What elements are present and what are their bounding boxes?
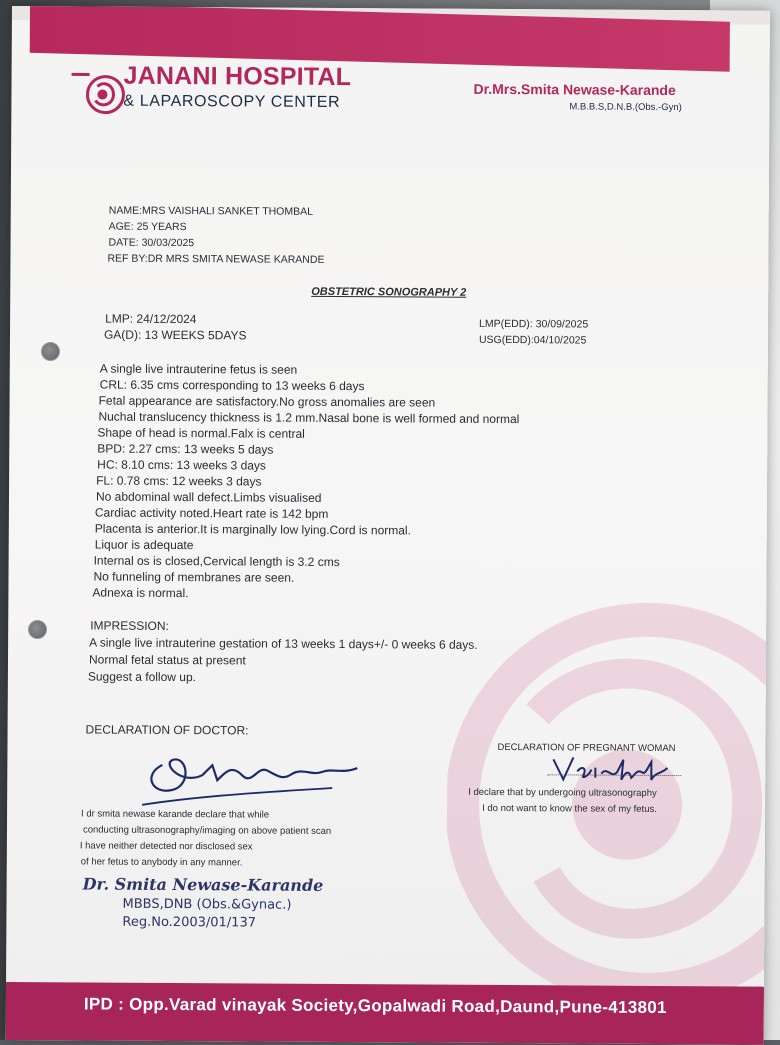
hospital-subtitle: & LAPAROSCOPY CENTER <box>123 92 341 112</box>
footer-address: IPD : Opp.Varad vinayak Society,Gopalwadi Road,Daund,Pune-413801 <box>83 994 667 1018</box>
doctor-declaration-line: of her fetus to anybody in any manner. <box>80 856 243 869</box>
hospital-name: JANANI HOSPITAL <box>123 61 352 92</box>
punch-hole <box>41 342 60 361</box>
finding-line: FL: 0.78 cms: 12 weeks 3 days <box>96 473 262 489</box>
finding-line: HC: 8.10 cms: 13 weeks 3 days <box>97 457 266 473</box>
woman-declaration-line: I declare that by undergoing ultrasonography <box>468 786 657 799</box>
doctor-declaration-heading: DECLARATION OF DOCTOR: <box>85 722 249 738</box>
usg-edd: USG(EDD):04/10/2025 <box>478 333 587 347</box>
gestational-age: GA(D): 13 WEEKS 5DAYS <box>103 327 247 343</box>
impression-heading: IMPRESSION: <box>90 618 169 633</box>
referred-by: REF BY:DR MRS SMITA NEWASE KARANDE <box>107 252 325 266</box>
doctor-declaration-line: conducting ultrasonography/imaging on above patient scan <box>82 824 332 837</box>
hospital-logo-icon <box>69 64 131 120</box>
doctor-declaration-line: I dr smita newase karande declare that while <box>81 808 270 821</box>
finding-line: Nuchal translucency thickness is 1.2 mm.Nasal bone is well formed and normal <box>98 409 520 427</box>
finding-line: Shape of head is normal.Falx is central <box>97 425 305 441</box>
impression-line: Suggest a follow up. <box>87 669 197 685</box>
doctor-signature <box>132 745 372 816</box>
finding-line: Liquor is adequate <box>94 537 194 553</box>
finding-line: Internal os is closed,Cervical length is 3.2 cms <box>93 553 340 570</box>
punch-hole <box>28 620 47 639</box>
finding-line: No abdominal wall defect.Limbs visualised <box>95 489 322 505</box>
lmp-edd: LMP(EDD): 30/09/2025 <box>479 317 589 331</box>
stamp-doctor-name: Dr. Smita Newase-Karande <box>82 874 324 895</box>
lmp-date: LMP: 24/12/2024 <box>105 311 197 327</box>
impression-line: A single live intrauterine gestation of 13 weeks 1 days+/- 0 weeks 6 days. <box>89 635 478 652</box>
finding-line: Fetal appearance are satisfactory.No gross anomalies are seen <box>98 393 436 410</box>
finding-line: No funneling of membranes are seen. <box>93 569 295 585</box>
finding-line: Cardiac activity noted.Heart rate is 142 bpm <box>94 505 329 521</box>
patient-age: AGE: 25 YEARS <box>108 220 187 234</box>
report-sheet <box>6 6 770 1045</box>
stamp-registration: Reg.No.2003/01/137 <box>122 914 257 931</box>
stamp-qualification: MBBS,DNB (Obs.&Gynac.) <box>122 896 292 913</box>
finding-line: CRL: 6.35 cms corresponding to 13 weeks 6 days <box>99 377 365 394</box>
finding-line: Adnexa is normal. <box>92 585 189 601</box>
report-title: OBSTETRIC SONOGRAPHY 2 <box>311 285 467 299</box>
finding-line: Placenta is anterior.It is marginally low lying.Cord is normal. <box>94 521 411 538</box>
finding-line: A single live intrauterine fetus is seen <box>99 361 298 377</box>
doctor-name: Dr.Mrs.Smita Newase-Karande <box>473 80 676 99</box>
report-date: DATE: 30/03/2025 <box>108 236 195 250</box>
woman-declaration-line: I do not want to know the sex of my fetus. <box>482 802 657 815</box>
patient-name: NAME:MRS VAISHALI SANKET THOMBAL <box>108 204 314 218</box>
doctor-qualification: M.B.B.S,D.N.B.(Obs.-Gyn) <box>569 101 682 114</box>
finding-line: BPD: 2.27 cms: 13 weeks 5 days <box>97 441 274 457</box>
doctor-declaration-line: I have neither detected nor disclosed sex <box>79 840 253 853</box>
woman-declaration-heading: DECLARATION OF PREGNANT WOMAN <box>497 741 676 755</box>
impression-line: Normal fetal status at present <box>88 652 246 668</box>
woman-signature <box>547 751 677 786</box>
